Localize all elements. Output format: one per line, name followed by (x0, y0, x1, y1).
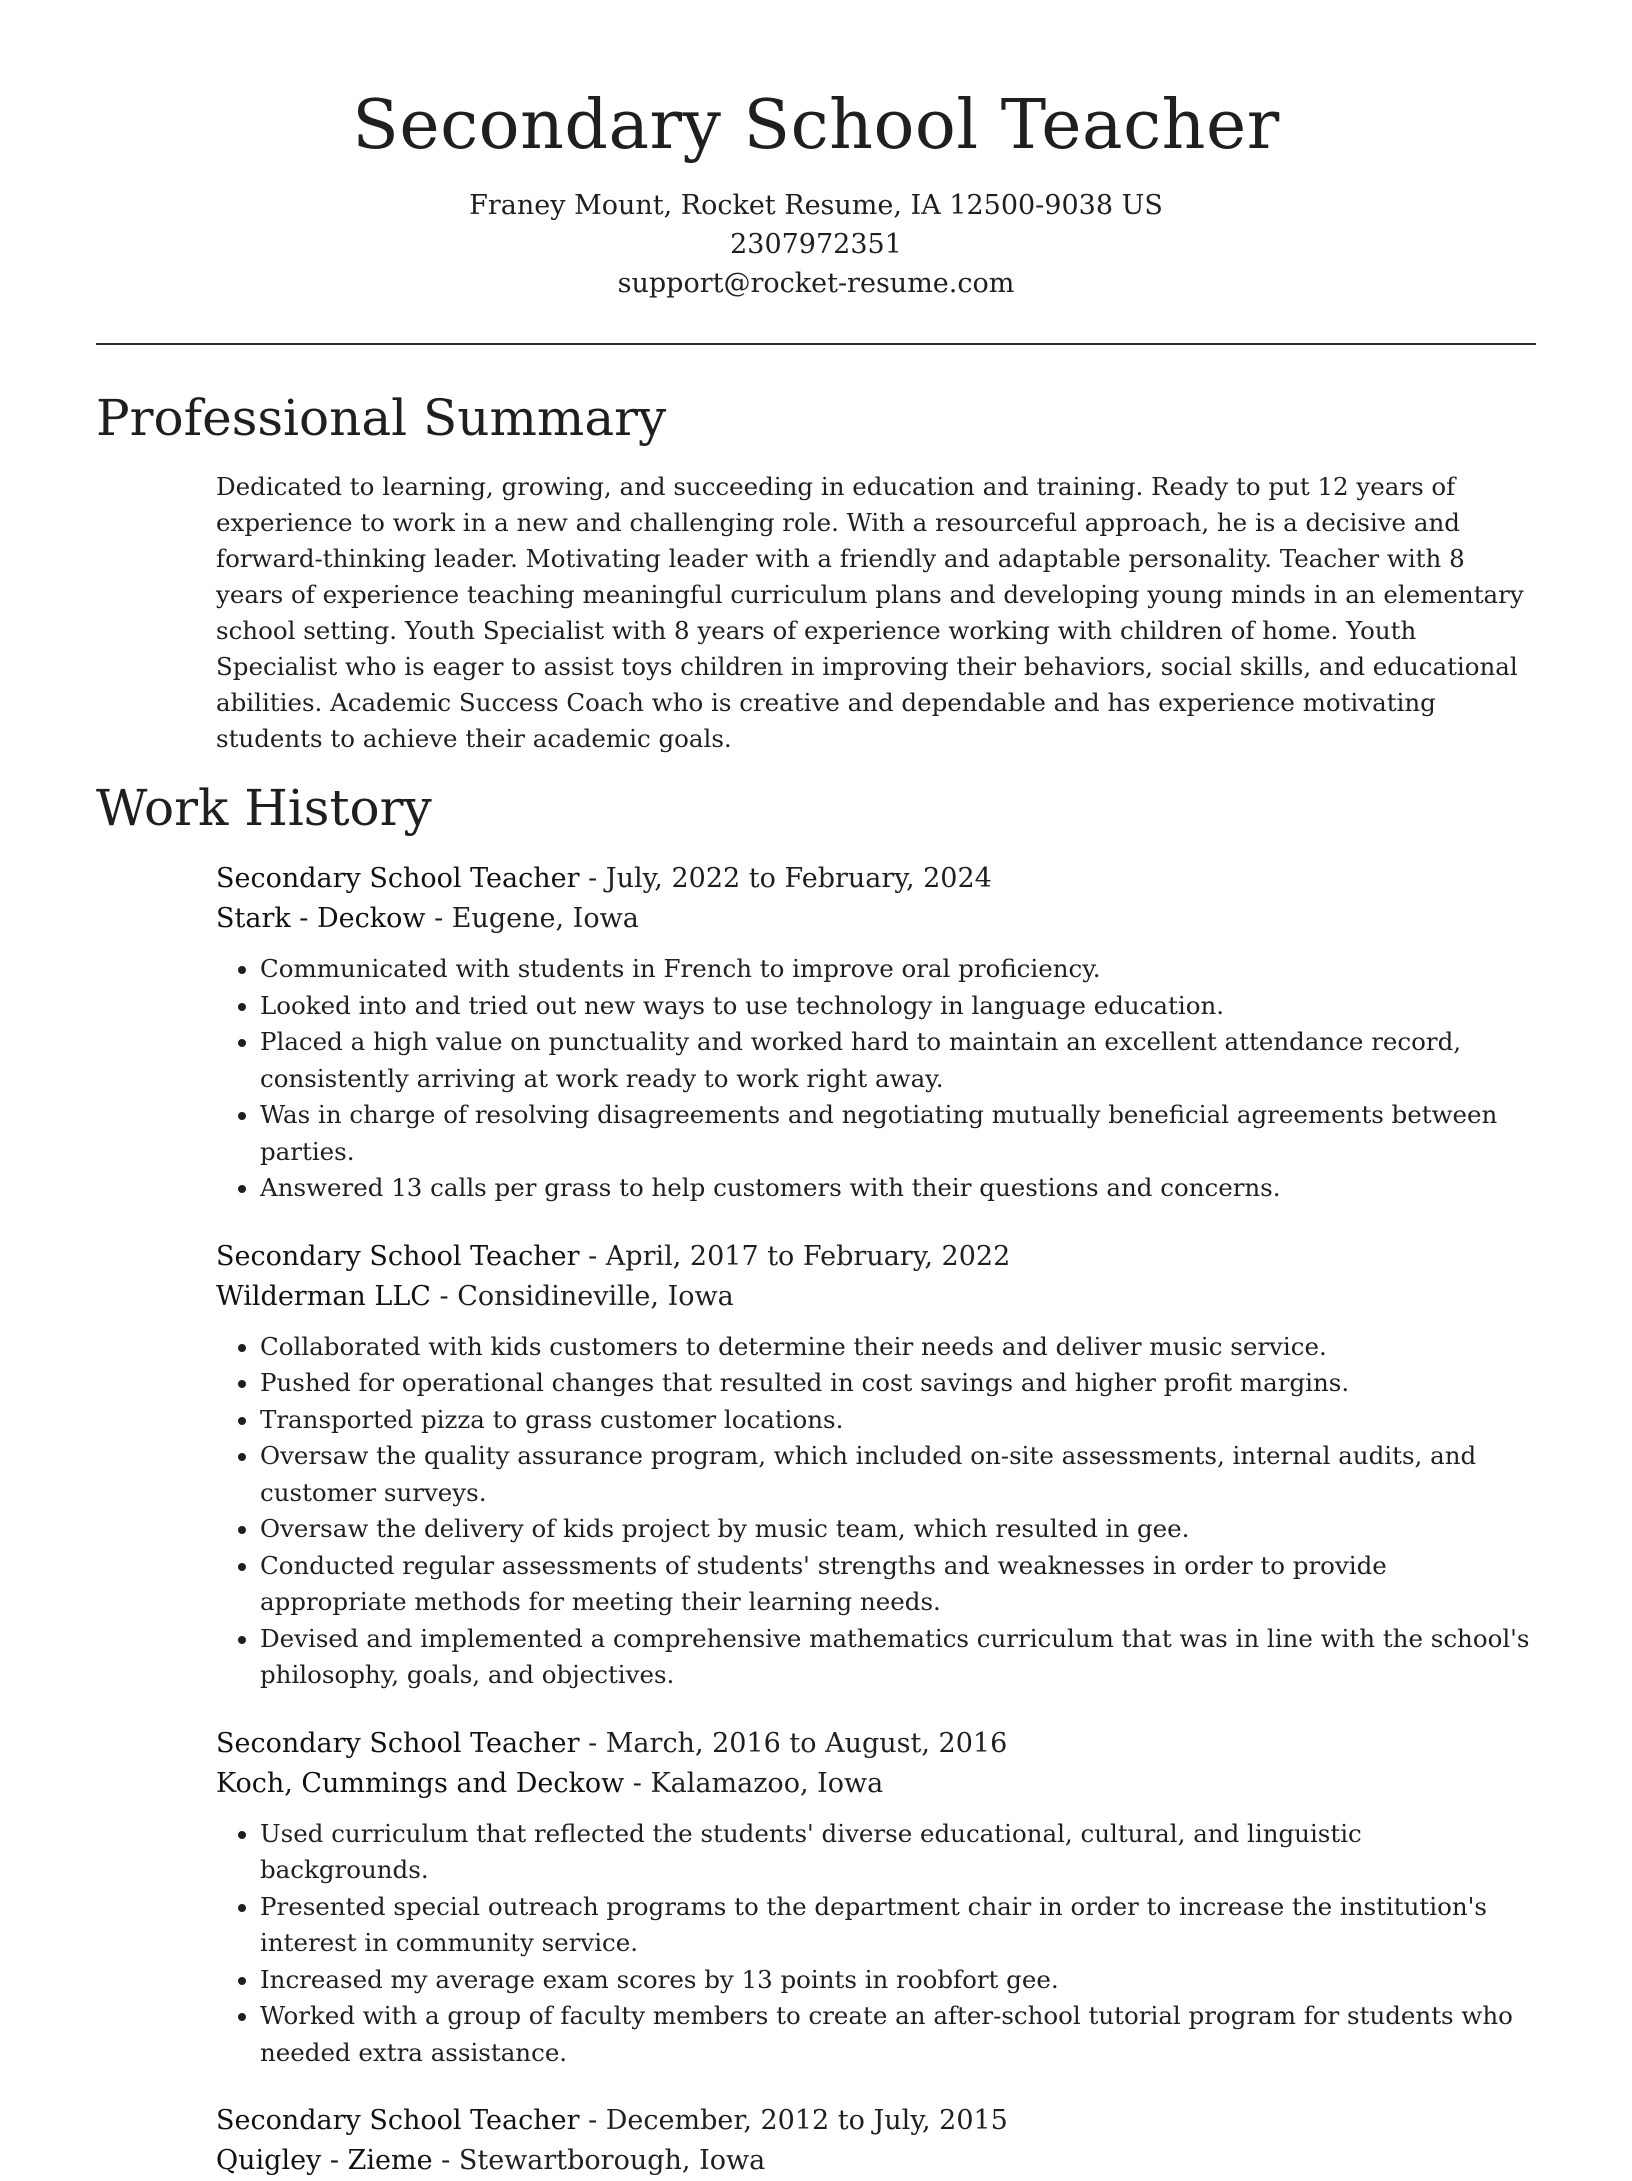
work-history-heading: Work History (96, 779, 432, 837)
job-title: Secondary School Teacher (216, 1727, 580, 1759)
list-item: • Worked with a group of faculty members to create an after-school tutorial program for students who needed extra assistance. (260, 1998, 1536, 2071)
candidate-name: Secondary School Teacher (352, 86, 1280, 165)
job-location: - Stewartborough, Iowa (432, 2145, 766, 2176)
list-item: • Pushed for operational changes that resulted in cost savings and higher profit margins. (260, 1365, 1536, 1402)
resume-header (96, 0, 1536, 303)
list-item: • Conducted regular assessments of students' strengths and weaknesses in order to provide appropriate methods for meeting their learning needs. (260, 1548, 1536, 1621)
job-entry (216, 1724, 1536, 2072)
job-dates: - April, 2017 to February, 2022 (579, 1240, 1011, 1272)
resume-page (96, 0, 1536, 2181)
list-item: • Oversaw the quality assurance program, which included on-site assessments, internal audits, and customer surveys. (260, 1438, 1536, 1511)
job-company-line (216, 1764, 1536, 1804)
job-location: - Considineville, Iowa (430, 1280, 734, 1312)
job-company-line (216, 1277, 1536, 1317)
address: Franey Mount, Rocket Resume, IA 12500-9038 US (469, 190, 1163, 221)
job-location: - Kalamazoo, Iowa (624, 1767, 884, 1799)
job-bullets (216, 1329, 1536, 1694)
list-item: • Looked into and tried out new ways to use technology in language education. (260, 988, 1536, 1025)
list-item: • Devised and implemented a comprehensive mathematics curriculum that was in line with the school's philosophy, goals, and objectives. (260, 1621, 1536, 1694)
list-item: • Answered 13 calls per grass to help customers with their questions and concerns. (260, 1170, 1536, 1207)
list-item: • Was in charge of resolving disagreements and negotiating mutually beneficial agreements between parties. (260, 1097, 1536, 1170)
email-address: support@rocket-resume.com (617, 268, 1015, 299)
list-item: • Presented special outreach programs to the department chair in order to increase the institution's interest in community service. (260, 1889, 1536, 1962)
list-item: • Oversaw the delivery of kids project by music team, which resulted in gee. (260, 1511, 1536, 1548)
job-entry (216, 2101, 1536, 2181)
job-dates: - July, 2022 to February, 2024 (579, 863, 992, 894)
phone-number: 2307972351 (730, 229, 902, 260)
job-bullets (216, 1816, 1536, 2072)
job-company: Stark - Deckow (216, 903, 426, 934)
list-item: • Collaborated with kids customers to determine their needs and deliver music service. (260, 1329, 1536, 1366)
list-item: • Placed a high value on punctuality and worked hard to maintain an excellent attendance record, consistently arriving at work ready to work right away. (260, 1024, 1536, 1097)
job-title-line (216, 859, 1536, 899)
job-company: Koch, Cummings and Deckow (216, 1767, 625, 1799)
job-company: Quigley - Zieme (216, 2145, 433, 2176)
job-title: Secondary School Teacher (216, 1240, 580, 1272)
job-company-line (216, 899, 1536, 939)
job-bullets (216, 951, 1536, 1207)
job-title-line (216, 1237, 1536, 1277)
list-item: • Communicated with students in French to improve oral proficiency. (260, 951, 1536, 988)
job-location: - Eugene, Iowa (425, 903, 639, 934)
list-item: • Used curriculum that reflected the students' diverse educational, cultural, and linguistic backgrounds. (260, 1816, 1536, 1889)
contact-block (96, 186, 1536, 303)
job-entry (216, 1237, 1536, 1694)
list-item: • Transported pizza to grass customer locations. (260, 1402, 1536, 1439)
job-entry (216, 859, 1536, 1207)
job-title: Secondary School Teacher (216, 2105, 580, 2136)
job-title-line (216, 1724, 1536, 1764)
list-item: • Increased my average exam scores by 13 points in roobfort gee. (260, 1962, 1536, 1999)
job-dates: - March, 2016 to August, 2016 (579, 1727, 1008, 1759)
job-dates: - December, 2012 to July, 2015 (579, 2105, 1008, 2136)
header-divider (96, 343, 1536, 345)
summary-text: Dedicated to learning, growing, and succeeding in education and training. Ready to put 12 years of experience to work in a new and challenging role. With a resourceful approach, he is a decisive and forward-thinking leader. Motivating leader with a friendly and adaptable personality. Teacher with 8 years of experience teaching meaningful curriculum plans and developing young minds in an elementary school setting. Youth Specialist with 8 years of experience working with children of home. Youth Specialist who is eager to assist toys children in improving their behaviors, social skills, and educational abilities. Academic Success Coach who is creative and dependable and has experience motivating students to achieve their academic goals. (216, 472, 1524, 753)
job-company: Wilderman LLC (216, 1280, 431, 1312)
job-company-line (216, 2141, 1536, 2181)
job-title-line (216, 2101, 1536, 2141)
job-title: Secondary School Teacher (216, 863, 580, 894)
summary-heading: Professional Summary (96, 389, 667, 447)
